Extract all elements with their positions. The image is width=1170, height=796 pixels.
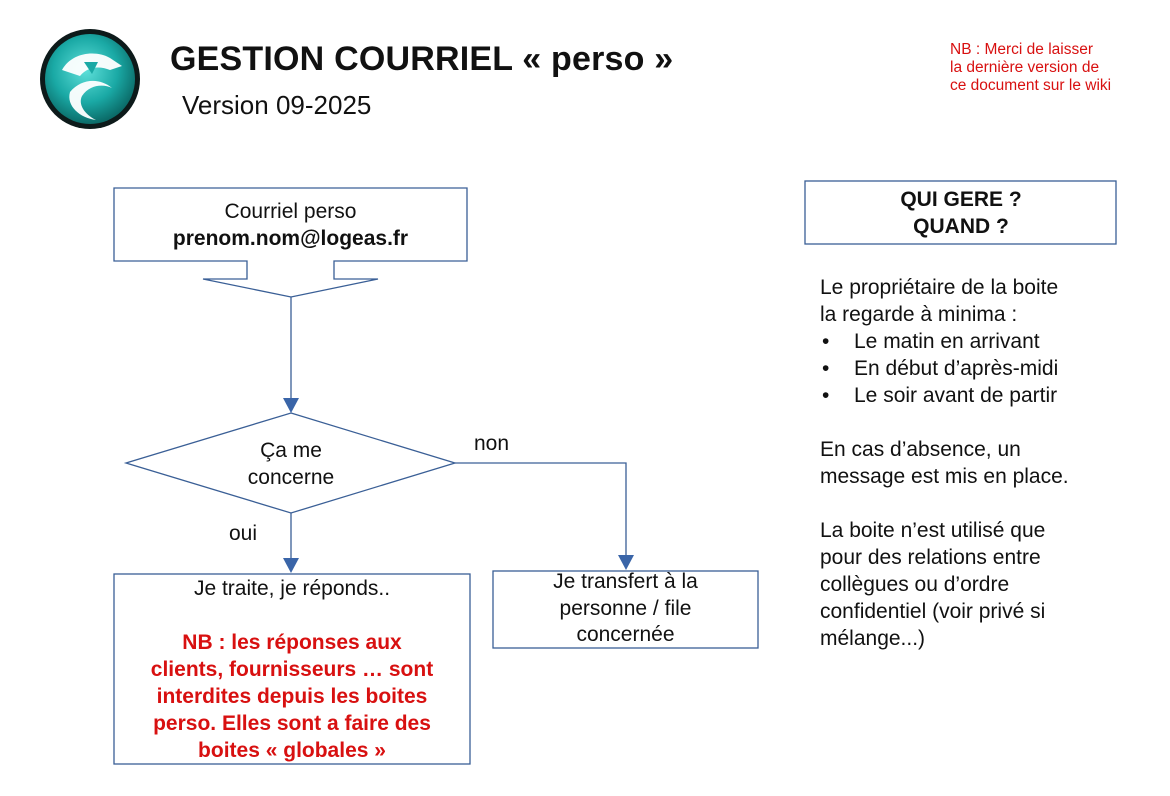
usage-line: confidentiel (voir privé si [820, 600, 1046, 623]
absence-line: En cas d’absence, un [820, 438, 1021, 461]
transfer-box-line: Je transfert à la [553, 570, 698, 593]
treat-box-text [114, 575, 470, 764]
side-intro-line: Le propriétaire de la boite [820, 276, 1059, 299]
arrow-yes [283, 558, 299, 573]
qui-gere-line: QUI GERE ? [900, 188, 1022, 211]
start-box-text [114, 198, 467, 252]
qui-gere-heading [806, 182, 1116, 244]
no-branch-connector [455, 463, 626, 556]
usage-line: La boite n’est utilisé que [820, 519, 1046, 542]
wiki-note-line: NB : Merci de laisser [950, 41, 1093, 58]
schedule-item: • Le soir avant de partir [820, 382, 1069, 409]
schedule-list [820, 328, 1069, 409]
edge-label-yes: oui [229, 522, 258, 545]
transfer-box-line: concernée [576, 623, 675, 646]
side-intro-line: la regarde à minima : [820, 303, 1018, 326]
decision-line: concerne [247, 466, 335, 489]
arrow-start-decision [283, 398, 299, 413]
schedule-item: • Le matin en arrivant [820, 328, 1069, 355]
schedule-item: • En début d’après-midi [820, 355, 1069, 382]
start-box-email: prenom.nom@logeas.fr [172, 227, 409, 250]
treat-box-line: Je traite, je réponds.. [193, 577, 391, 600]
transfer-box-line: personne / file [559, 596, 692, 620]
treat-nb-line: interdites depuis les boites [156, 685, 428, 708]
decision-text [190, 437, 392, 491]
quand-line: QUAND ? [913, 215, 1009, 238]
treat-nb-line: perso. Elles sont a faire des [153, 712, 431, 735]
treat-nb-line: NB : les réponses aux [182, 631, 402, 654]
wiki-note-line: ce document sur le wiki [950, 77, 1112, 94]
decision-line: Ça me [260, 439, 322, 462]
transfer-box-text [493, 569, 758, 649]
wiki-note-line: la dernière version de [950, 59, 1100, 76]
treat-nb-line: boites « globales » [198, 739, 386, 762]
side-description [820, 274, 1069, 652]
wiki-note [950, 41, 1111, 95]
logo-icon [40, 29, 140, 129]
absence-line: message est mis en place. [820, 465, 1069, 488]
edge-label-no: non [474, 432, 510, 455]
start-box-label: Courriel perso [224, 200, 357, 223]
version-label: Version 09-2025 [182, 90, 372, 120]
treat-nb-line: clients, fournisseurs … sont [150, 658, 434, 681]
page-title: GESTION COURRIEL « perso » [170, 40, 674, 78]
usage-line: collègues ou d’ordre [820, 573, 1010, 596]
usage-line: mélange...) [820, 627, 926, 650]
arrow-no [618, 555, 634, 570]
usage-line: pour des relations entre [820, 546, 1041, 569]
